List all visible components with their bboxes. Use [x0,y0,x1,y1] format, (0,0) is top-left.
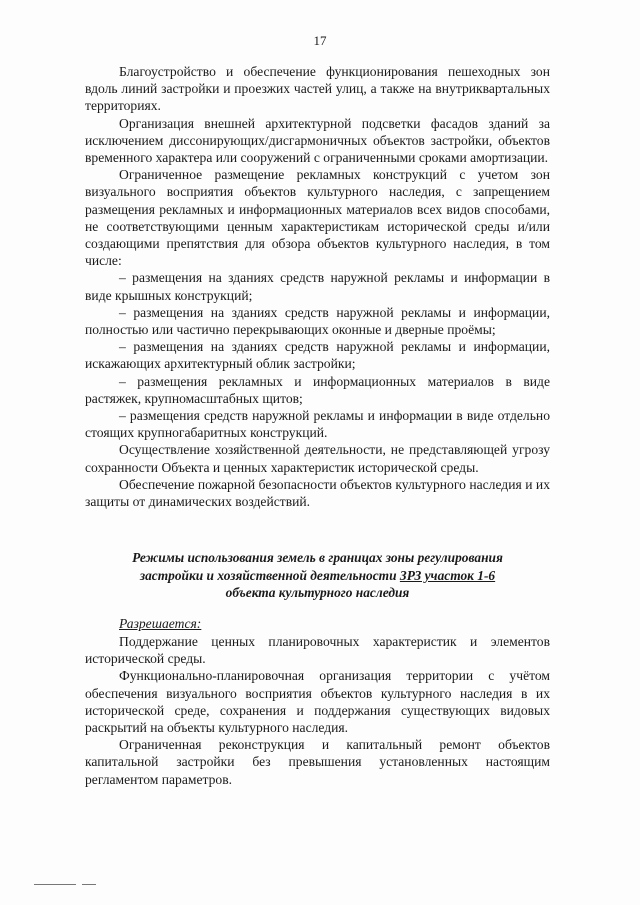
paragraph-reconstruction: Ограниченная реконструкция и капитальный ремонт объектов капитальной застройки без превышения установленных настоящим регламентом параметров. [85,737,550,787]
paragraph-economic-activity: Осуществление хозяйственной деятельности, не представляющей угрозу сохранности Объекта и ценных характеристик исторической среды. [85,442,550,475]
body-text-allowed [85,633,550,788]
list-item-roof-structures: – размещения на зданиях средств наружной рекламы и информации в виде крышных конструкций; [85,270,550,303]
paragraph-fire-safety: Обеспечение пожарной безопасности объектов культурного наследия и их защиты от динамических воздействий. [85,476,550,510]
body-text-top [85,63,550,510]
page-number: 17 [313,33,327,48]
list-item-window-coverage: – размещения на зданиях средств наружной рекламы и информации, полностью или частично перекрывающих оконные и дверные проёмы; [85,304,550,338]
scan-artifact-line-short [82,884,96,885]
list-item-standalone-structures: – размещения средств наружной рекламы и информации в виде отдельно стоящих крупногабаритных конструкций. [85,408,550,441]
section-heading-line-2 [85,567,550,585]
section-heading [85,549,550,602]
section-heading-line-1: Режимы использования земель в границах зоны регулирования [132,550,503,565]
allowed-label: Разрешается: [119,616,202,631]
zone-code: ЗРЗ участок 1-6 [399,567,496,583]
scan-artifact-line [34,884,76,885]
paragraph-planning: Функционально-планировочная организация территории с учётом обеспечения визуального восприятия объектов культурного наследия в их исторической среде, сохранения и поддержания существующих видовых раскрытий на объекты культурного наследия. [85,668,550,736]
section-heading-line-3: объекта культурного наследия [225,585,410,600]
paragraph-improvement: Благоустройство и обеспечение функционирования пешеходных зон вдоль линий застройки и проезжих частей улиц, а также на внутриквартальных территориях. [85,64,550,114]
list-item-architectural-distortion: – размещения на зданиях средств наружной рекламы и информации, искажающих архитектурный облик застройки; [85,339,550,372]
list-item-banners: – размещения рекламных и информационных материалов в виде растяжек, крупномасштабных щитов; [85,373,550,406]
paragraph-maintenance: Поддержание ценных планировочных характеристик и элементов исторической среды. [85,634,550,667]
paragraph-advertising: Ограниченное размещение рекламных конструкций с учетом зон визуального восприятия объектов культурного наследия, с запрещением размещения рекламных и информационных материалов всех видов способами, не соответствующими ценным характеристикам исторической среды и/или создающими препятствия для обзора объектов культурного наследия, в том числе: [85,167,550,269]
paragraph-lighting: Организация внешней архитектурной подсветки фасадов зданий за исключением диссонирующих/дисгармоничных объектов застройки, объектов временного характера или сооружений с ограниченными сроками амортизации. [85,115,550,166]
section-heading-line-2-text: застройки и хозяйственной деятельности [139,567,400,583]
